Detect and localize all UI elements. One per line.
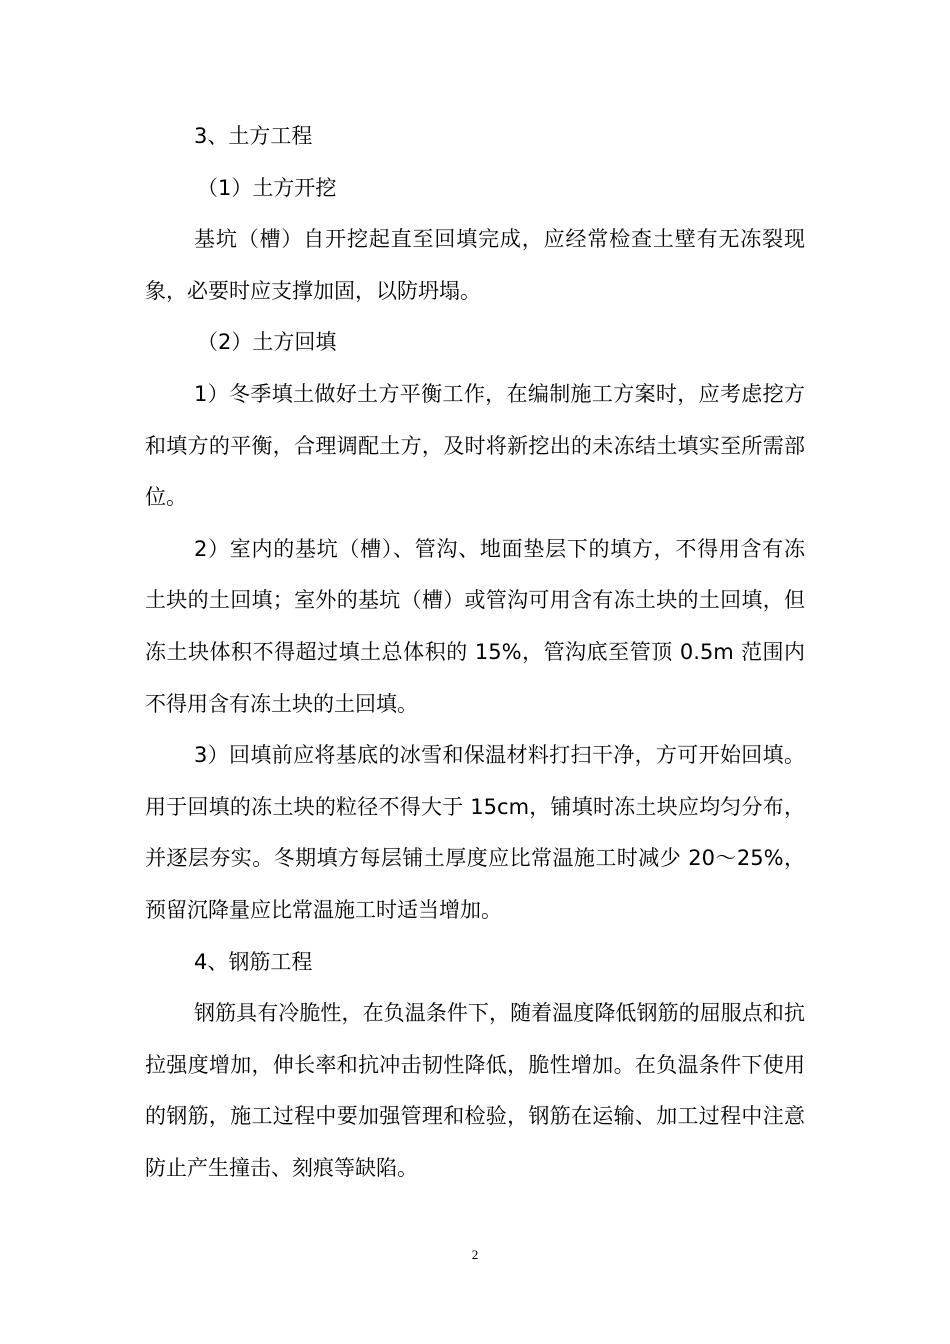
page-number: 2 [471,1247,479,1262]
paragraph-backfill-3: 3）回填前应将基底的冰雪和保温材料打扫干净，方可开始回填。用于回填的冻土块的粒径不得大于 15cm，铺填时冻土块应均匀分布，并逐层夯实。冬期填方每层铺土厚度应比常温施工时减少 20～25%，预留沉降量应比常温施工时适当增加。 [145,743,805,922]
subsection-heading-excavation: （1）土方开挖 [197,175,337,200]
document-body [145,111,805,1194]
subsection-heading-backfill: （2）土方回填 [197,330,337,355]
section-heading-earthwork: 3、土方工程 [194,124,313,148]
section-heading-rebar: 4、钢筋工程 [194,949,313,974]
paragraph-rebar: 钢筋具有冷脆性，在负温条件下，随着温度降低钢筋的屈服点和抗拉强度增加，伸长率和抗冲击韧性降低，脆性增加。在负温条件下使用的钢筋，施工过程中要加强管理和检验，钢筋在运输、加工过程中注意防止产生撞击、刻痕等缺陷。 [145,1001,805,1180]
paragraph-excavation: 基坑（槽）自开挖起直至回填完成，应经常检查土壁有无冻裂现象，必要时应支撑加固，以防坍塌。 [145,227,805,303]
paragraph-backfill-2: 2）室内的基坑（槽）、管沟、地面垫层下的填方，不得用含有冻土块的土回填；室外的基坑（槽）或管沟可用含有冻土块的土回填，但冻土块体积不得超过填土总体积的 15%，管沟底至管顶 0.5m 范围内不得用含有冻土块的土回填。 [145,536,805,716]
paragraph-backfill-1: 1）冬季填土做好土方平衡工作，在编制施工方案时，应考虑挖方和填方的平衡，合理调配土方，及时将新挖出的未冻结土填实至所需部位。 [145,381,805,510]
